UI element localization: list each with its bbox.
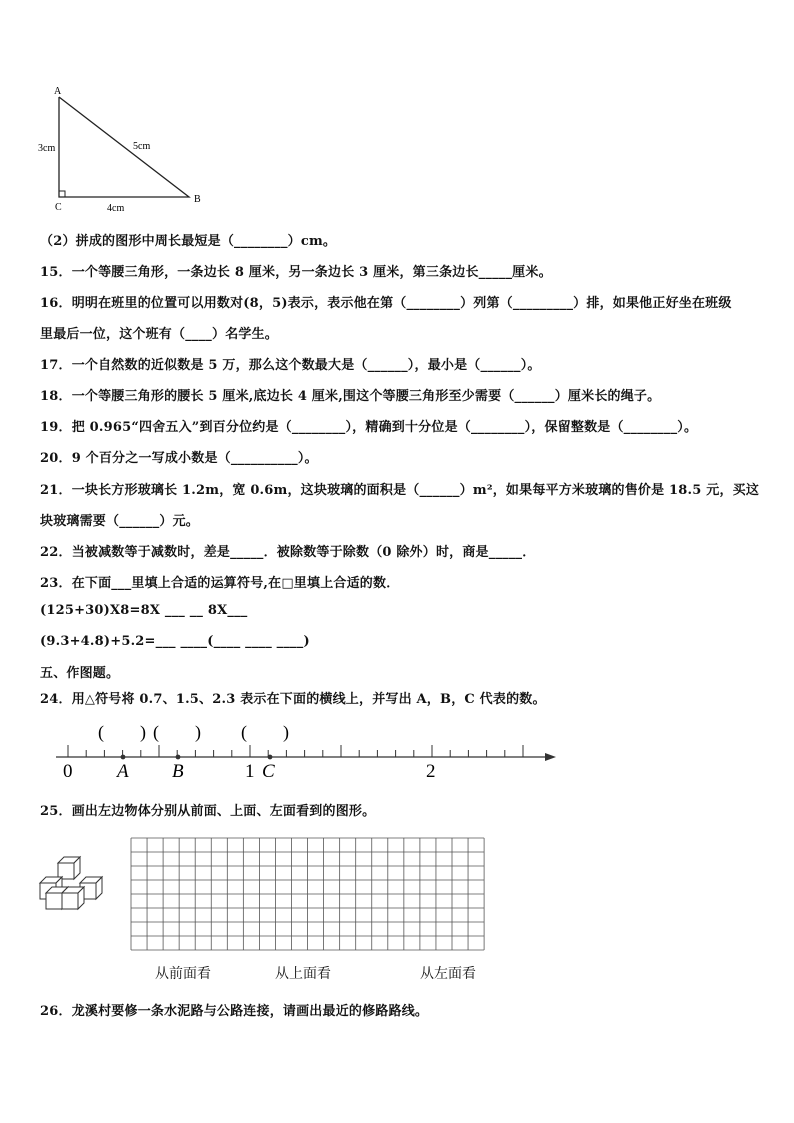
point-label-b: B <box>172 761 184 782</box>
question-21-line2: 块玻璃需要（______）元。 <box>40 514 200 529</box>
question-15: 15．一个等腰三角形，一条边长 8 厘米，另一条边长 3 厘米，第三条边长_____厘米。 <box>40 265 552 280</box>
answer-blank-2: ( ) <box>153 722 201 742</box>
question-19: 19．把 0.965“四舍五入”到百分位约是（________），精确到十分位是（________），保留整数是（________）。 <box>40 420 698 435</box>
point-label-a: A <box>117 761 129 782</box>
answer-blank-1: ( ) <box>98 722 146 742</box>
caption-front-view: 从前面看 <box>155 966 211 982</box>
question-20: 20．9 个百分之一写成小数是（__________）。 <box>40 451 318 466</box>
vertex-b: B <box>194 194 201 205</box>
side-cb-label: 4cm <box>107 203 125 214</box>
question-25: 25．画出左边物体分别从前面、上面、左面看到的图形。 <box>40 804 376 819</box>
question-23-equation-1: (125+30)X8=8X ___ __ 8X___ <box>40 603 248 618</box>
question-16-line2: 里最后一位，这个班有（____）名学生。 <box>40 327 279 342</box>
point-label-c: C <box>262 761 275 782</box>
question-22: 22．当被减数等于减数时，差是_____．被除数等于除数（0 除外）时，商是_____． <box>40 545 536 560</box>
caption-left-view: 从左面看 <box>420 966 476 982</box>
section-5-heading: 五、作图题。 <box>40 666 120 681</box>
question-18: 18．一个等腰三角形的腰长 5 厘米,底边长 4 厘米,围这个等腰三角形至少需要（______）厘米长的绳子。 <box>40 389 661 404</box>
side-ac-label: 3cm <box>38 143 56 154</box>
question-21-line1: 21．一块长方形玻璃长 1.2m，宽 0.6m，这块玻璃的面积是（______）m²，如果每平方米玻璃的售价是 18.5 元，买这 <box>40 483 760 498</box>
question-26: 26．龙溪村要修一条水泥路与公路连接，请画出最近的修路路线。 <box>40 1004 429 1019</box>
caption-top-view: 从上面看 <box>275 966 331 982</box>
vertex-a: A <box>54 86 62 97</box>
tick-label-0: 0 <box>63 761 73 782</box>
tick-label-2: 2 <box>426 761 436 782</box>
answer-blank-3: ( ) <box>241 722 289 742</box>
question-23: 23．在下面___里填上合适的运算符号,在□里填上合适的数． <box>40 576 400 591</box>
question-14-2: （2）拼成的图形中周长最短是（________）cm。 <box>40 234 337 249</box>
question-24: 24．用△符号将 0.7、1.5、2.3 表示在下面的横线上，并写出 A，B，C 代表的数。 <box>40 692 546 707</box>
vertex-c: C <box>55 202 62 213</box>
side-ab-label: 5cm <box>133 141 151 152</box>
tick-label-1: 1 <box>245 761 255 782</box>
question-16-line1: 16．明明在班里的位置可以用数对(8，5)表示，表示他在第（________）列第（_________）排，如果他正好坐在班级 <box>40 296 732 311</box>
question-23-equation-2: (9.3+4.8)+5.2=___ ____(____ ____ ____) <box>40 634 310 649</box>
question-17: 17．一个自然数的近似数是 5 万，那么这个数最大是（______），最小是（______）。 <box>40 358 541 373</box>
